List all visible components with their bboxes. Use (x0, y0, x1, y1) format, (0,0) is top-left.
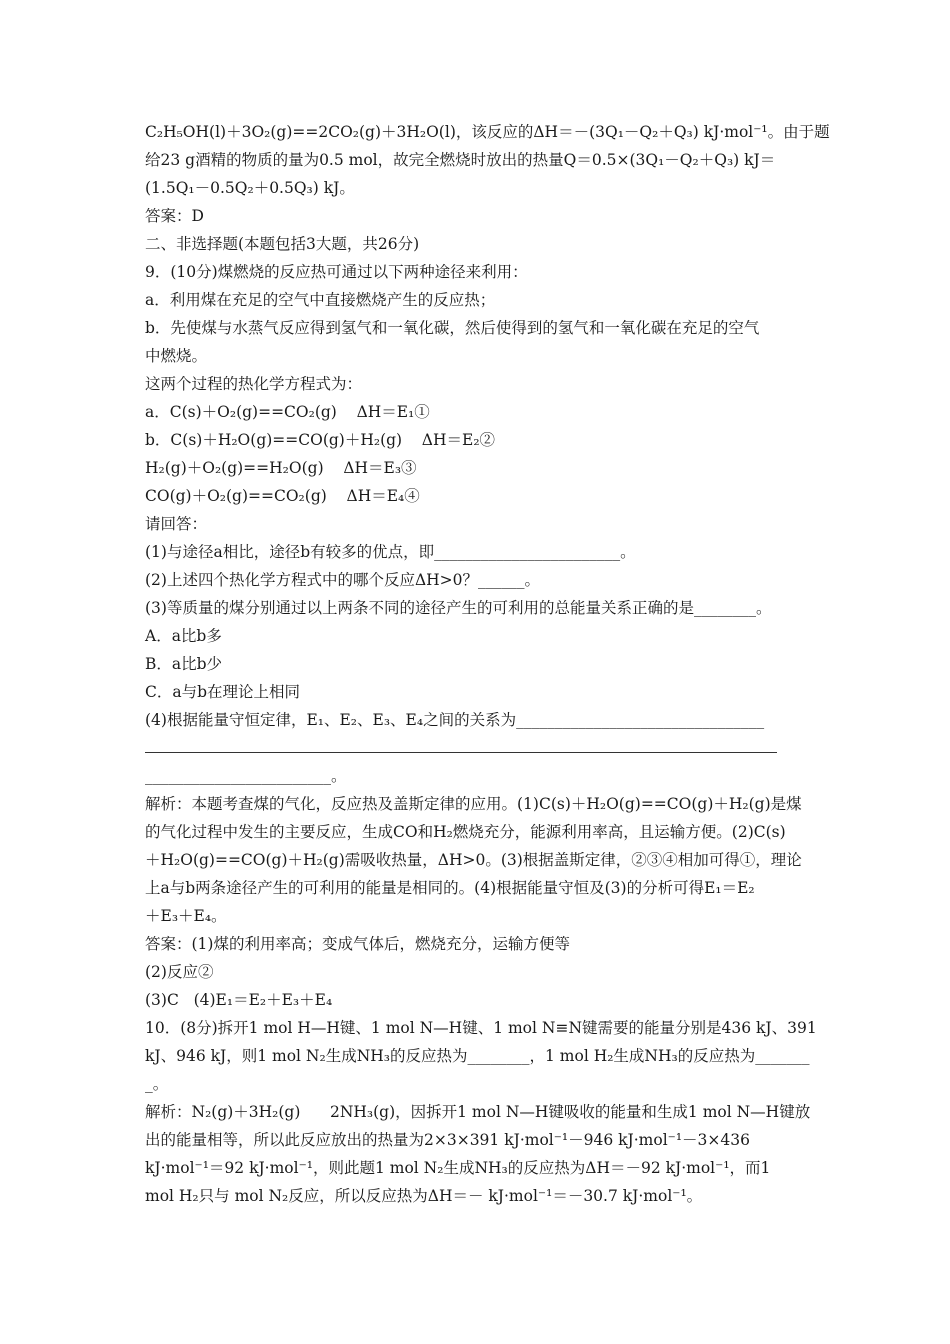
text-line: 中燃烧。 (145, 347, 208, 365)
equation-line: a．C(s)＋O₂(g)==CO₂(g) ΔH＝E₁① (145, 403, 430, 421)
analysis-line: kJ·mol⁻¹＝92 kJ·mol⁻¹，则此题1 mol N₂生成NH₃的反应热为ΔH＝－92 kJ·mol⁻¹，而1 (145, 1159, 771, 1177)
text-line: b．先使煤与水蒸气反应得到氢气和一氧化碳，然后使得到的氢气和一氧化碳在充足的空气 (145, 319, 760, 337)
text-line: ________________________。 (145, 767, 347, 785)
analysis-line: mol H₂只与 mol N₂反应，所以反应热为ΔH＝－ kJ·mol⁻¹＝－30.7 kJ·mol⁻¹。 (145, 1187, 703, 1205)
answer-line: 答案：D (145, 207, 204, 225)
analysis-line: 的气化过程中发生的主要反应，生成CO和H₂燃烧充分，能源利用率高，且运输方便。(2)C(s) (145, 823, 786, 841)
analysis-line: 解析：N₂(g)＋3H₂(g) 2NH₃(g)，因拆开1 mol N—H键吸收的能量和生成1 mol N—H键放 (145, 1103, 811, 1121)
answer-line: (2)反应② (145, 963, 214, 981)
analysis-line: 出的能量相等，所以此反应放出的热量为2×3×391 kJ·mol⁻¹－946 kJ·mol⁻¹－3×436 (145, 1131, 750, 1149)
question-10-stem: 10．(8分)拆开1 mol H—H键、1 mol N—H键、1 mol N≡N键需要的能量分别是436 kJ、391 (145, 1019, 817, 1037)
answer-line: 答案：(1)煤的利用率高；变成气体后，燃烧充分，运输方便等 (145, 935, 570, 953)
text-line: 请回答： (145, 515, 208, 533)
equation-line: b．C(s)＋H₂O(g)==CO(g)＋H₂(g) ΔH＝E₂② (145, 431, 496, 449)
equation-line: H₂(g)＋O₂(g)==H₂O(g) ΔH＝E₃③ (145, 459, 417, 477)
equation-line: CO(g)＋O₂(g)==CO₂(g) ΔH＝E₄④ (145, 487, 420, 505)
text-line: kJ、946 kJ，则1 mol N₂生成NH₃的反应热为________，1 mol H₂生成NH₃的反应热为_______ (145, 1047, 810, 1065)
text-line: 这两个过程的热化学方程式为： (145, 375, 363, 393)
answer-line: (3)C (4)E₁＝E₂＋E₃＋E₄ (145, 991, 333, 1009)
sub-question: (2)上述四个热化学方程式中的哪个反应ΔH>0？______。 (145, 571, 541, 589)
analysis-line: ＋H₂O(g)==CO(g)＋H₂(g)需吸收热量，ΔH>0。(3)根据盖斯定律，②③④相加可得①，理论 (145, 851, 802, 869)
analysis-line: 上a与b两条途径产生的可利用的能量是相同的。(4)根据能量守恒及(3)的分析可得E₁＝E₂ (145, 879, 755, 897)
option-b: B．a比b少 (145, 655, 223, 673)
text-line: a．利用煤在充足的空气中直接燃烧产生的反应热； (145, 291, 496, 309)
text-line: _。 (145, 1075, 169, 1093)
analysis-line: 解析：本题考查煤的气化，反应热及盖斯定律的应用。(1)C(s)＋H₂O(g)==CO(g)＋H₂(g)是煤 (145, 795, 802, 813)
sub-question: (1)与途径a相比，途径b有较多的优点，即________________________。 (145, 543, 636, 561)
text-line: C₂H₅OH(l)＋3O₂(g)==2CO₂(g)＋3H₂O(l)，该反应的ΔH＝－(3Q₁－Q₂＋Q₃) kJ·mol⁻¹。由于题 (145, 123, 830, 141)
option-a: A．a比b多 (145, 627, 222, 645)
sub-question: (4)根据能量守恒定律，E₁、E₂、E₃、E₄之间的关系为________________________________ (145, 711, 765, 729)
text-line: 给23 g酒精的物质的量为0.5 mol，故完全燃烧时放出的热量Q＝0.5×(3Q₁－Q₂＋Q₃) kJ＝ (145, 151, 776, 169)
question-9-stem: 9．(10分)煤燃烧的反应热可通过以下两种途径来利用： (145, 263, 528, 281)
answer-blank-rule (145, 752, 777, 753)
text-line: (1.5Q₁－0.5Q₂＋0.5Q₃) kJ。 (145, 179, 355, 197)
section-heading: 二、非选择题(本题包括3大题，共26分) (145, 235, 420, 253)
sub-question: (3)等质量的煤分别通过以上两条不同的途径产生的可利用的总能量关系正确的是________。 (145, 599, 772, 617)
analysis-line: ＋E₃＋E₄。 (145, 907, 227, 925)
option-c: C．a与b在理论上相同 (145, 683, 301, 701)
